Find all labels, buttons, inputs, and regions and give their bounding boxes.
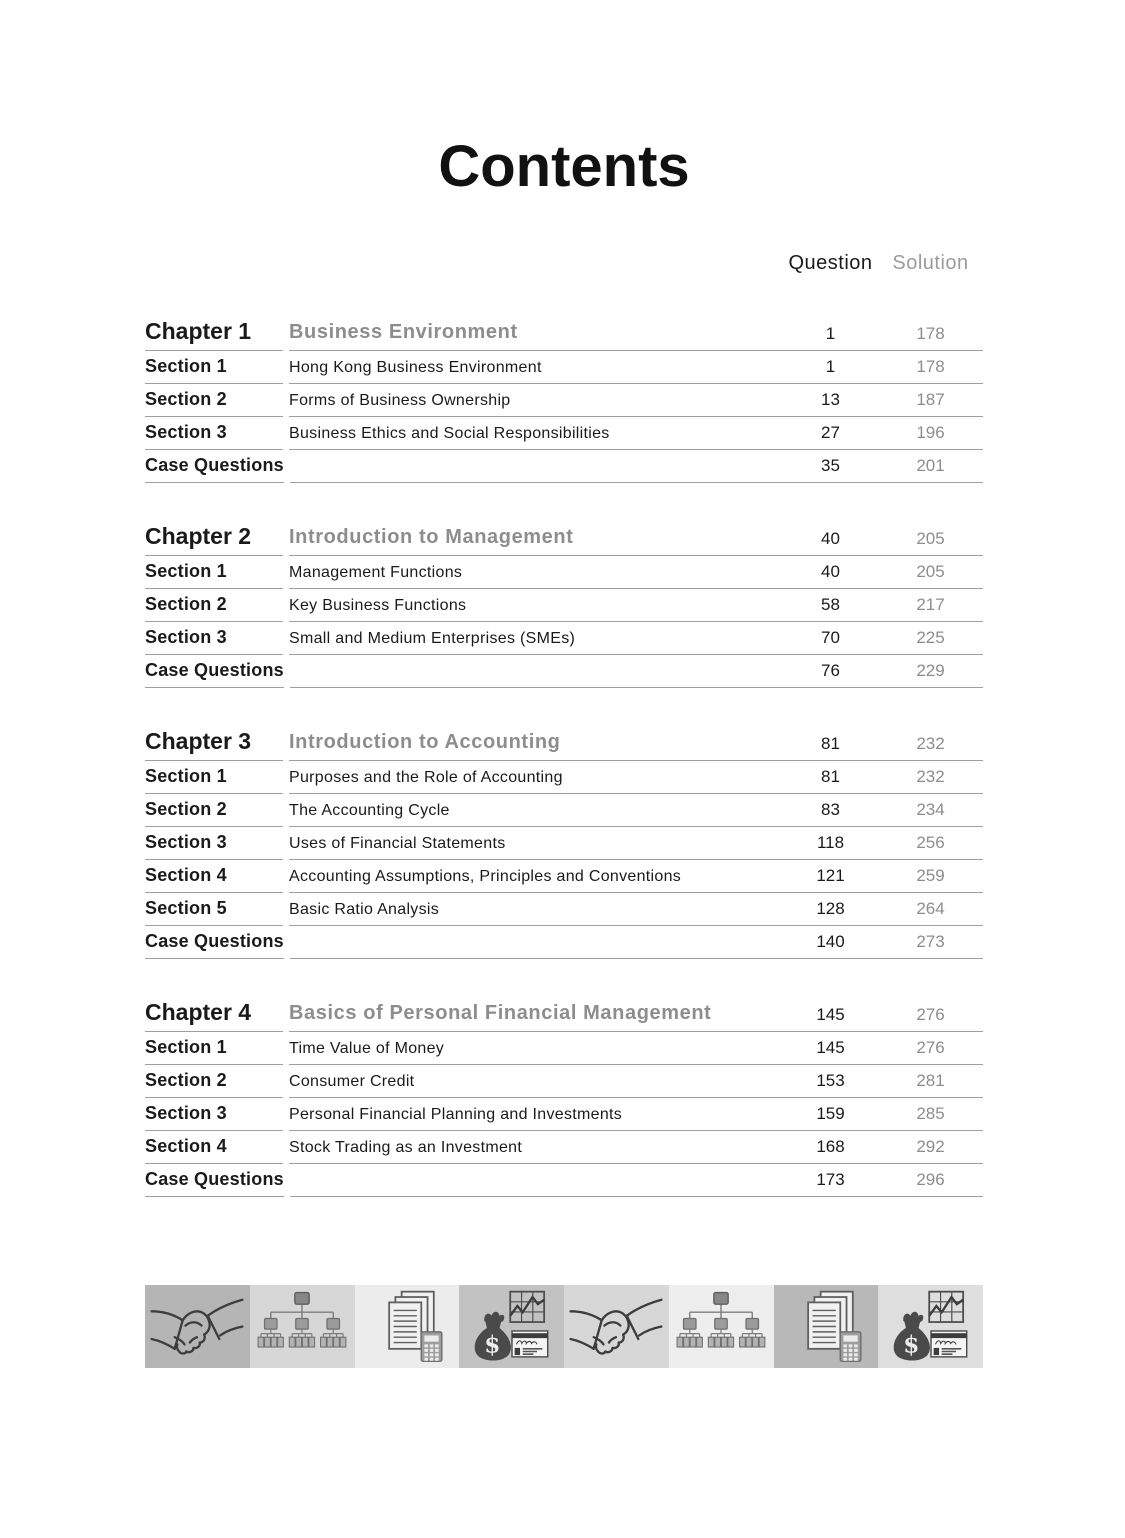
question-page-number: 121	[816, 866, 845, 885]
solution-page-number: 205	[916, 562, 945, 581]
section-title: Forms of Business Ownership	[289, 392, 511, 409]
case-questions-label: Case Questions	[145, 655, 284, 688]
section-row	[145, 556, 983, 589]
solution-page-number: 264	[916, 899, 945, 918]
section-title: Consumer Credit	[289, 1073, 415, 1090]
section-row	[145, 1065, 983, 1098]
chapters-host	[145, 314, 983, 1197]
section-row	[145, 1032, 983, 1065]
section-title: Stock Trading as an Investment	[289, 1139, 523, 1156]
solution-page-number: 281	[916, 1071, 945, 1090]
solution-page-number: 292	[916, 1137, 945, 1156]
section-label: Section 1	[145, 1032, 283, 1065]
solution-page-number: 205	[916, 529, 945, 548]
chapter-block	[145, 314, 983, 483]
icon-tile	[669, 1285, 774, 1368]
question-page-number: 83	[821, 800, 840, 819]
section-row	[145, 1098, 983, 1131]
case-questions-label: Case Questions	[145, 926, 284, 959]
section-label: Section 2	[145, 589, 283, 622]
section-label: Section 4	[145, 1131, 283, 1164]
section-row	[145, 589, 983, 622]
section-title: Personal Financial Planning and Investments	[289, 1106, 623, 1123]
section-label: Section 1	[145, 351, 283, 384]
chapter-label: Chapter 4	[145, 995, 283, 1032]
chapter-title: Introduction to Management	[289, 526, 574, 548]
section-title: Hong Kong Business Environment	[289, 359, 542, 376]
section-label: Section 2	[145, 384, 283, 417]
contents-table	[145, 0, 983, 1368]
section-label: Section 2	[145, 1065, 283, 1098]
section-title: Basic Ratio Analysis	[289, 901, 440, 918]
case-questions-label: Case Questions	[145, 1164, 284, 1197]
section-row	[145, 761, 983, 794]
section-label: Section 1	[145, 556, 283, 589]
chapter-block	[145, 519, 983, 688]
handshake-icon	[569, 1289, 663, 1364]
chapter-block	[145, 724, 983, 959]
solution-page-number: 276	[916, 1038, 945, 1057]
solution-page-number: 178	[916, 324, 945, 343]
question-page-number: 1	[825, 324, 836, 343]
section-label: Section 3	[145, 417, 283, 450]
section-row	[145, 351, 983, 384]
section-title: Business Ethics and Social Responsibilities	[289, 425, 610, 442]
icon-tile	[355, 1285, 460, 1368]
money-bag-chart-icon	[465, 1289, 559, 1364]
question-page-number: 159	[816, 1104, 845, 1123]
solution-page-number: 273	[916, 932, 945, 951]
footer-icon-strip	[145, 1285, 983, 1368]
solution-page-number: 234	[916, 800, 945, 819]
section-title: Time Value of Money	[289, 1040, 445, 1057]
org-chart-icon	[674, 1289, 768, 1364]
section-row	[145, 827, 983, 860]
case-questions-row	[145, 926, 983, 959]
section-label: Section 3	[145, 622, 283, 655]
chapter-label: Chapter 2	[145, 519, 283, 556]
question-page-number: 118	[816, 833, 845, 852]
chapter-label: Chapter 1	[145, 314, 283, 351]
question-page-number: 81	[821, 734, 840, 753]
icon-tile	[774, 1285, 879, 1368]
handshake-icon	[150, 1289, 244, 1364]
icon-tile	[145, 1285, 250, 1368]
documents-calculator-icon	[360, 1289, 454, 1364]
section-row	[145, 794, 983, 827]
case-questions-row	[145, 1164, 983, 1197]
question-page-number: 173	[816, 1170, 845, 1189]
solution-page-number: 232	[916, 734, 945, 753]
solution-page-number: 259	[916, 866, 945, 885]
icon-tile	[250, 1285, 355, 1368]
solution-page-number: 276	[916, 1005, 945, 1024]
question-page-number: 140	[816, 932, 845, 951]
table-header-row	[145, 252, 983, 280]
section-title: Purposes and the Role of Accounting	[289, 769, 563, 786]
section-label: Section 5	[145, 893, 283, 926]
chapter-title: Basics of Personal Financial Management	[289, 1002, 712, 1024]
question-page-number: 13	[821, 390, 840, 409]
section-label: Section 1	[145, 761, 283, 794]
solution-page-number: 201	[916, 456, 945, 475]
solution-page-number: 196	[916, 423, 945, 442]
question-page-number: 153	[816, 1071, 845, 1090]
case-questions-label: Case Questions	[145, 450, 284, 483]
icon-tile	[564, 1285, 669, 1368]
question-page-number: 145	[816, 1038, 845, 1057]
chapter-row	[145, 995, 983, 1032]
chapter-label: Chapter 3	[145, 724, 283, 761]
solution-page-number: 225	[916, 628, 945, 647]
icon-tile	[878, 1285, 983, 1368]
solution-page-number: 229	[916, 661, 945, 680]
case-questions-row	[145, 655, 983, 688]
section-label: Section 3	[145, 1098, 283, 1131]
section-title: Uses of Financial Statements	[289, 835, 506, 852]
section-title: Accounting Assumptions, Principles and Conventions	[289, 868, 682, 885]
question-page-number: 40	[821, 562, 840, 581]
solution-page-number: 256	[916, 833, 945, 852]
header-spacer	[145, 252, 283, 280]
question-page-number: 168	[816, 1137, 845, 1156]
question-page-number: 70	[821, 628, 840, 647]
section-row	[145, 622, 983, 655]
chapter-title: Business Environment	[289, 321, 518, 343]
question-page-number: 40	[821, 529, 840, 548]
chapter-row	[145, 314, 983, 351]
solution-page-number: 296	[916, 1170, 945, 1189]
section-label: Section 2	[145, 794, 283, 827]
solution-column-header: Solution	[892, 252, 969, 274]
section-label: Section 4	[145, 860, 283, 893]
solution-page-number: 178	[916, 357, 945, 376]
money-bag-chart-icon	[884, 1289, 978, 1364]
chapter-row	[145, 519, 983, 556]
solution-page-number: 285	[916, 1104, 945, 1123]
section-row	[145, 417, 983, 450]
question-page-number: 76	[821, 661, 840, 680]
chapter-row	[145, 724, 983, 761]
case-questions-row	[145, 450, 983, 483]
page-title: Contents	[438, 134, 690, 199]
question-page-number: 1	[825, 357, 836, 376]
question-page-number: 81	[821, 767, 840, 786]
question-page-number: 145	[816, 1005, 845, 1024]
question-page-number: 58	[821, 595, 840, 614]
documents-calculator-icon	[779, 1289, 873, 1364]
section-title: The Accounting Cycle	[289, 802, 450, 819]
solution-page-number: 232	[916, 767, 945, 786]
section-row	[145, 1131, 983, 1164]
question-column-header: Question	[788, 252, 873, 274]
section-label: Section 3	[145, 827, 283, 860]
section-row	[145, 893, 983, 926]
question-page-number: 35	[821, 456, 840, 475]
question-page-number: 27	[821, 423, 840, 442]
section-row	[145, 860, 983, 893]
section-title: Key Business Functions	[289, 597, 467, 614]
section-title: Small and Medium Enterprises (SMEs)	[289, 630, 576, 647]
chapter-title: Introduction to Accounting	[289, 731, 561, 753]
icon-tile	[459, 1285, 564, 1368]
chapter-block	[145, 995, 983, 1197]
org-chart-icon	[255, 1289, 349, 1364]
section-row	[145, 384, 983, 417]
solution-page-number: 217	[916, 595, 945, 614]
question-page-number: 128	[816, 899, 845, 918]
solution-page-number: 187	[916, 390, 945, 409]
section-title: Management Functions	[289, 564, 463, 581]
